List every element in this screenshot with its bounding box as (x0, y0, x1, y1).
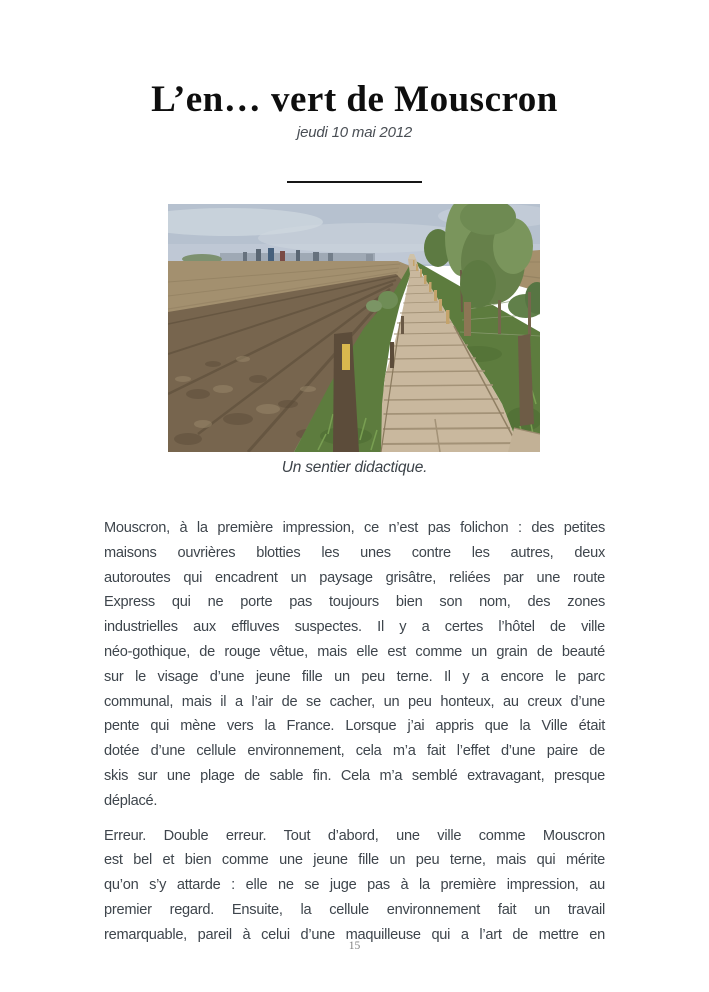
paragraph-2: Erreur. Double erreur. Tout d’abord, une ville comme Mouscron est bel et bien comme une jeune fille un peu terne, mais qui mérite qu’on s’y attarde : elle ne se juge pas à la première impression, au premier regard. Ensuite, la cellule environnement fait un travail remarquable, pareil à celui d’une maquilleuse qui a l’art de mettre en (104, 827, 605, 943)
article-body (104, 516, 605, 948)
boardwalk-photo (168, 204, 540, 452)
page-number: 15 (348, 940, 361, 952)
page-title: L’en… vert de Mouscron (151, 79, 558, 120)
date-line: jeudi 10 mai 2012 (296, 124, 413, 141)
figure-caption: Un sentier didactique. (281, 459, 428, 476)
divider-rule (287, 181, 422, 183)
boardwalk-photo-illustration (168, 204, 540, 452)
paragraph-1: Mouscron, à la première impression, ce n’est pas folichon : des petites maisons ouvrières blotties les unes contre les autres, deux autoroutes qui encadrent un paysage grisâtre, reliées par une route Express qui ne porte pas toujours bien son nom, des zones industrielles aux effluves suspectes. Il y a certes l’hôtel de ville néo-gothique, de rouge vêtue, mais elle est comme un grain de beauté sur le visage d’une jeune fille un peu terne. Il y a encore le parc communal, mais il a l’air de se cacher, un peu honteux, au creux d’une pente qui mène vers la France. Lorsque j’ai appris que la Ville était dotée d’une cellule environnement, cela m’a fait l’effet d’une paire de skis sur une plage de sable fin. Cela m’a semblé extravagant, presque déplacé. (104, 520, 605, 809)
